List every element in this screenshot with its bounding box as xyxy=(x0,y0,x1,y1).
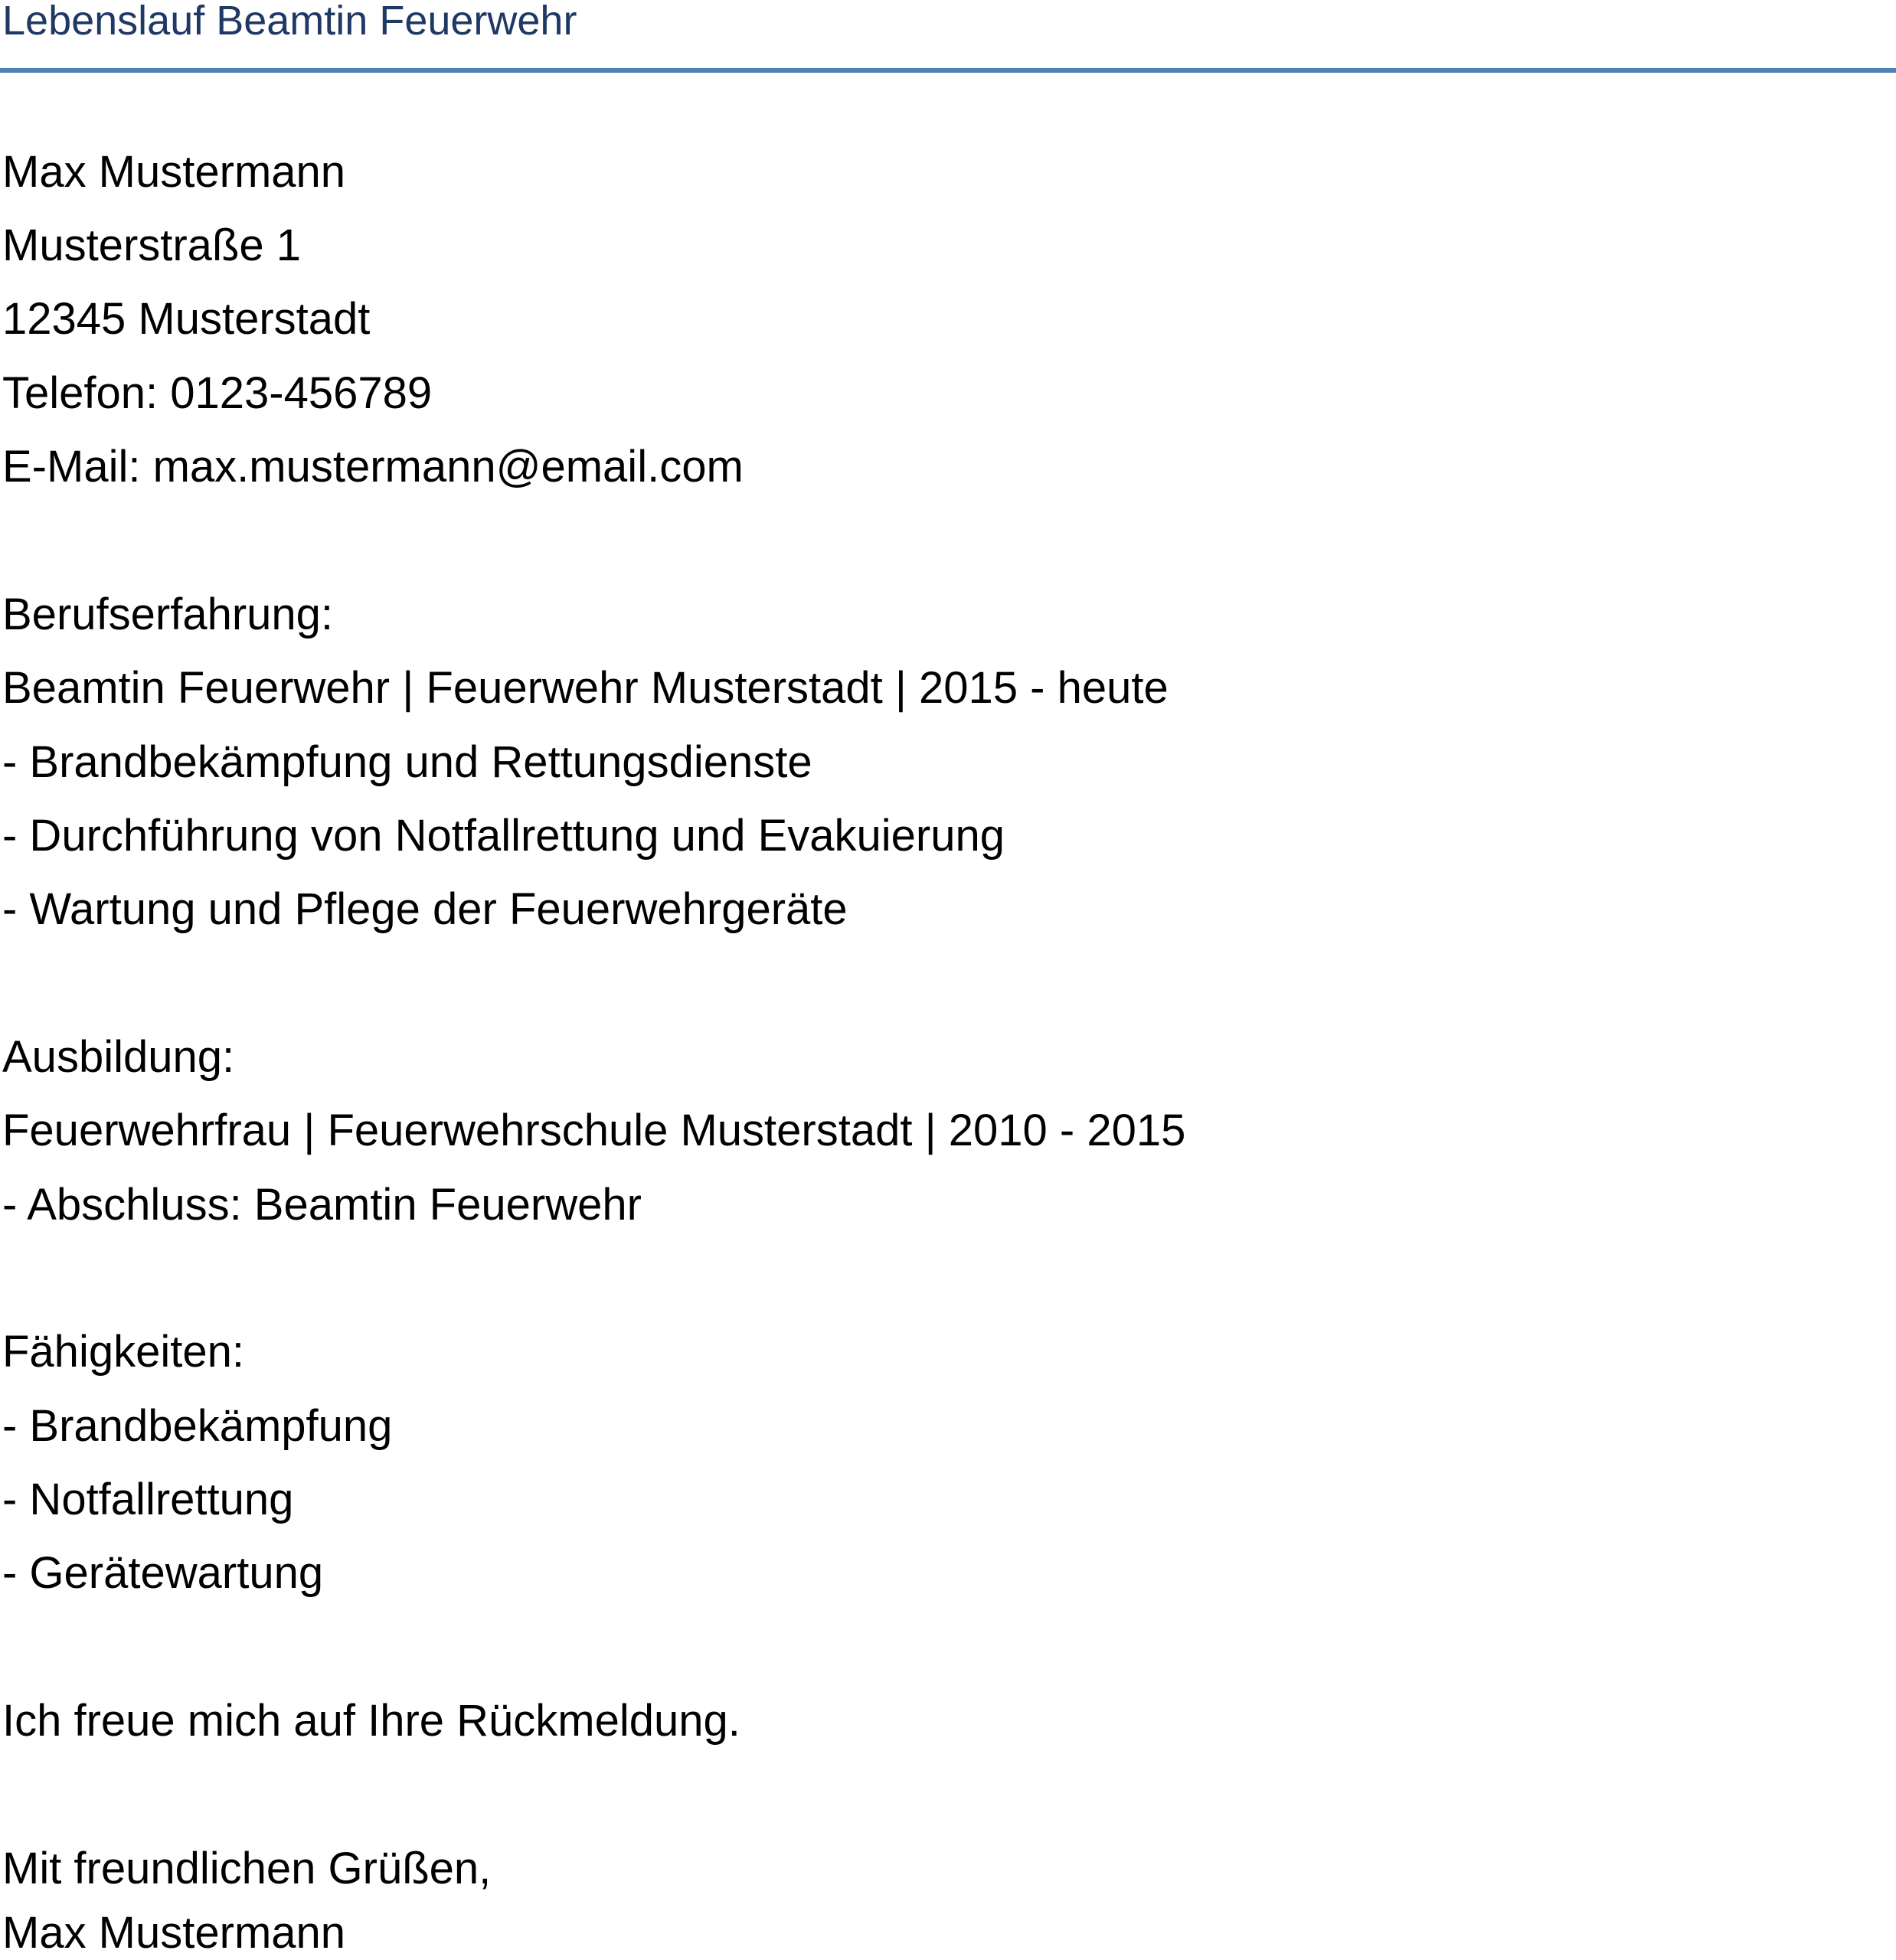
contact-city: 12345 Musterstadt xyxy=(2,294,371,344)
skills-heading: Fähigkeiten: xyxy=(2,1327,244,1377)
experience-duty: - Wartung und Pflege der Feuerwehrgeräte xyxy=(2,884,848,934)
contact-street: Musterstraße 1 xyxy=(2,220,301,270)
education-entry: Feuerwehrfrau | Feuerwehrschule Musterstadt | 2010 - 2015 xyxy=(2,1106,1186,1155)
education-detail: - Abschluss: Beamtin Feuerwehr xyxy=(2,1180,642,1230)
contact-phone: Telefon: 0123-456789 xyxy=(2,368,433,418)
closing-greeting: Mit freundlichen Grüßen, xyxy=(2,1844,492,1893)
experience-duty: - Durchführung von Notfallrettung und Evakuierung xyxy=(2,811,1005,861)
signature-name: Max Mustermann xyxy=(2,1908,346,1958)
contact-email: E-Mail: max.mustermann@email.com xyxy=(2,442,744,492)
skill-item: - Notfallrettung xyxy=(2,1475,294,1524)
skill-item: - Gerätewartung xyxy=(2,1548,324,1598)
contact-name: Max Mustermann xyxy=(2,147,346,197)
experience-duty: - Brandbekämpfung und Rettungsdienste xyxy=(2,737,812,787)
closing-sentence: Ich freue mich auf Ihre Rückmeldung. xyxy=(2,1696,740,1746)
education-heading: Ausbildung: xyxy=(2,1032,235,1082)
document-title: Lebenslauf Beamtin Feuerwehr xyxy=(2,0,577,44)
title-underline xyxy=(0,68,1896,73)
skill-item: - Brandbekämpfung xyxy=(2,1401,393,1451)
experience-position: Beamtin Feuerwehr | Feuerwehr Musterstadt | 2015 - heute xyxy=(2,663,1169,713)
experience-heading: Berufserfahrung: xyxy=(2,590,334,639)
